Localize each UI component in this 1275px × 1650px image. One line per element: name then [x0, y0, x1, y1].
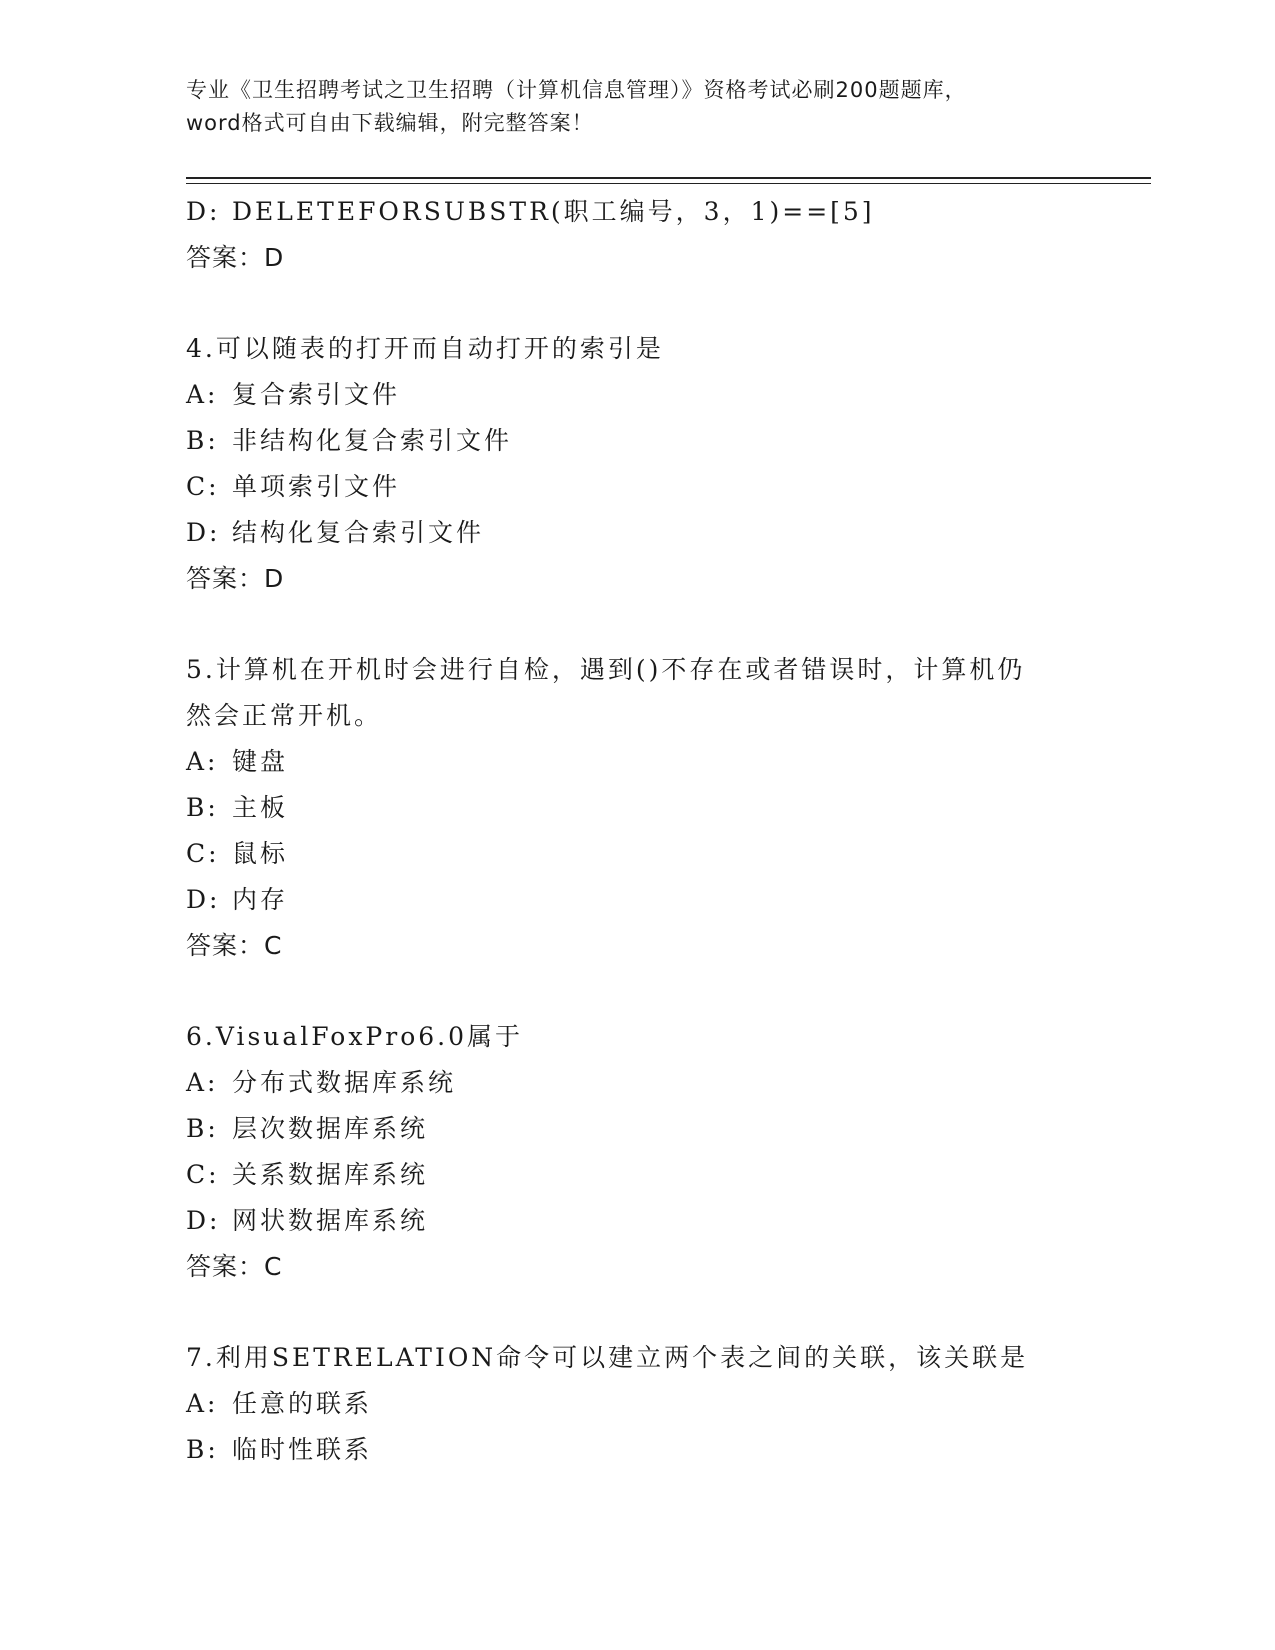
- option-text: 网状数据库系统: [232, 1206, 429, 1235]
- option-c: [186, 831, 1146, 877]
- option-letter: D:: [186, 197, 221, 226]
- option-letter: C:: [186, 839, 220, 868]
- option-text: 复合索引文件: [232, 380, 401, 409]
- option-letter: A:: [186, 1389, 219, 1418]
- option-letter: D:: [186, 518, 221, 547]
- header-divider-thin: [186, 183, 1151, 184]
- option-d: [186, 1198, 1146, 1244]
- option-b: [186, 418, 1146, 464]
- option-text: 鼠标: [232, 839, 289, 868]
- question-stem: 6.VisualFoxPro6.0属于: [186, 1022, 524, 1051]
- answer-line: 答案：C: [186, 931, 283, 960]
- option-letter: A:: [186, 747, 219, 776]
- option-a: [186, 1381, 1146, 1427]
- option-letter: A:: [186, 1068, 219, 1097]
- option-c: [186, 1152, 1146, 1198]
- option-letter: C:: [186, 472, 220, 501]
- option-text: 临时性联系: [232, 1435, 373, 1464]
- header-divider-thick: [186, 177, 1151, 179]
- document-header: [186, 74, 1086, 140]
- answer-line: 答案：C: [186, 1252, 283, 1281]
- option-letter: A:: [186, 380, 219, 409]
- option-text: 主板: [232, 793, 289, 822]
- question-stem: 5.计算机在开机时会进行自检，遇到()不存在或者错误时，计算机仍: [186, 655, 1026, 684]
- header-line-1: 专业《卫生招聘考试之卫生招聘（计算机信息管理）》资格考试必刷200题题库，: [186, 78, 967, 102]
- option-letter: D:: [186, 1206, 221, 1235]
- option-text: 内存: [232, 885, 289, 914]
- option-text: 结构化复合索引文件: [232, 518, 485, 547]
- question-stem: 7.利用SETRELATION命令可以建立两个表之间的关联，该关联是: [186, 1343, 1029, 1372]
- option-text: DELETEFORSUBSTR(职工编号，3，1)==[5]: [232, 197, 875, 226]
- option-d: [186, 510, 1146, 556]
- option-text: 分布式数据库系统: [232, 1068, 457, 1097]
- option-letter: B:: [186, 426, 219, 455]
- option-text: 单项索引文件: [232, 472, 401, 501]
- option-c: [186, 464, 1146, 510]
- option-d: [186, 189, 1146, 235]
- option-text: 关系数据库系统: [232, 1160, 429, 1189]
- option-a: [186, 372, 1146, 418]
- question-stem: 4.可以随表的打开而自动打开的索引是: [186, 334, 664, 363]
- question-stem-continued: 然会正常开机。: [186, 701, 383, 730]
- question-content: [186, 189, 1146, 1473]
- option-b: [186, 785, 1146, 831]
- option-letter: C:: [186, 1160, 220, 1189]
- option-b: [186, 1106, 1146, 1152]
- option-text: 层次数据库系统: [232, 1114, 429, 1143]
- option-d: [186, 877, 1146, 923]
- option-text: 键盘: [232, 747, 289, 776]
- question-6: [186, 1014, 1146, 1290]
- header-line-2: word格式可自由下载编辑，附完整答案！: [186, 111, 594, 135]
- option-a: [186, 1060, 1146, 1106]
- option-text: 任意的联系: [232, 1389, 373, 1418]
- question-5: [186, 647, 1146, 969]
- option-a: [186, 739, 1146, 785]
- question-4: [186, 326, 1146, 602]
- option-letter: D:: [186, 885, 221, 914]
- option-letter: B:: [186, 1114, 219, 1143]
- question-7: [186, 1335, 1146, 1473]
- option-letter: B:: [186, 1435, 219, 1464]
- answer-line: 答案：D: [186, 243, 285, 272]
- option-text: 非结构化复合索引文件: [232, 426, 513, 455]
- answer-line: 答案：D: [186, 564, 285, 593]
- option-letter: B:: [186, 793, 219, 822]
- option-b: [186, 1427, 1146, 1473]
